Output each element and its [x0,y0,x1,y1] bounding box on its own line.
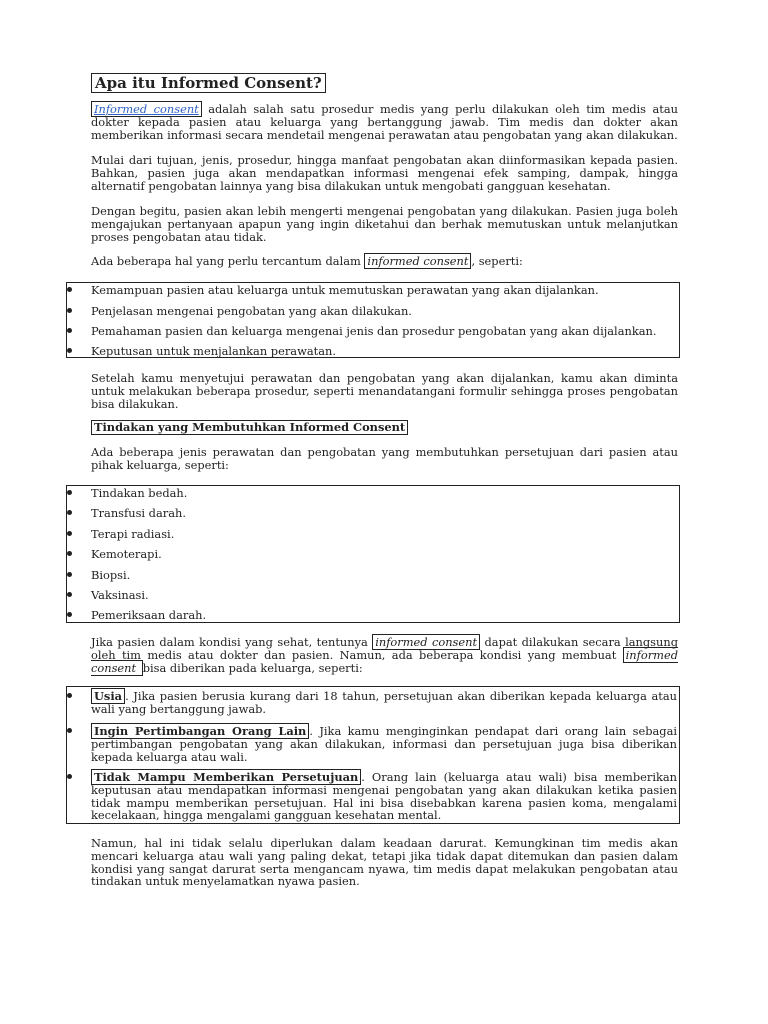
paragraph-7-text: Jika pasien dalam kondisi yang sehat, tentunya [91,635,373,649]
conditions-list [66,686,680,824]
page-title: Apa itu Informed Consent? [91,73,326,93]
bullet-icon [67,572,72,577]
informed-consent-term: informed consent [91,647,678,675]
list-item-text: Kemampuan pasien atau keluarga untuk memutuskan perawatan yang akan dijalankan. [91,283,599,297]
list-item-text: Pemeriksaan darah. [91,608,207,622]
informed-consent-term: informed consent [364,253,471,269]
bullet-icon [67,612,72,617]
list-item-text: Transfusi darah. [91,506,186,520]
paragraph-4 [91,255,678,268]
list-item-text: Penjelasan mengenai pengobatan yang akan dilakukan. [91,304,412,318]
condition-term: Usia [91,688,125,704]
bullet-icon [67,308,72,313]
list-item-text: Pemahaman pasien dan keluarga mengenai jenis dan prosedur pengobatan yang akan dijalankan. [91,324,657,338]
list-item-text: Biopsi. [91,568,131,582]
informed-consent-link[interactable]: Informed consent [91,101,202,117]
list-item-text: Keputusan untuk menjalankan perawatan. [91,344,336,358]
list-item-text [91,725,677,763]
paragraph-4-end: , seperti: [471,254,523,268]
bullet-icon [67,592,72,597]
bullet-icon [67,348,72,353]
section-heading: Tindakan yang Membutuhkan Informed Consent [91,420,408,435]
bullet-icon [67,693,72,698]
paragraph-5: Setelah kamu menyetujui perawatan dan pengobatan yang akan dijalankan, kamu akan diminta untuk melakukan beberapa prosedur, seperti menandatangani formulir sehingga proses pengobatan bisa dilakukan. [91,371,678,411]
condition-text: . Orang lain (keluarga atau wali) bisa memberikan keputusan atau mendapatkan informasi mengenai pengobatan yang akan dilakukan ketika pasien tidak mampu memberikan persetujuan. Hal ini bisa disebabkan karena pasien koma, mengalami kecelakaan, hingga mengalami gangguan kesehatan mental. [91,770,677,823]
bullet-icon [67,551,72,556]
condition-text: . Jika pasien berusia kurang dari 18 tahun, persetujuan akan diberikan kepada keluarga atau wali yang bertanggung jawab. [91,689,677,716]
list-item-text: Terapi radiasi. [91,527,175,541]
paragraph-7-text: dapat dilakukan secara langsung oleh tim medis atau dokter dan pasien. Namun, ada beberapa kondisi yang membuat [91,635,678,662]
condition-term: Tidak Mampu Memberikan Persetujuan [91,769,361,785]
paragraph-7-end: bisa diberikan pada keluarga, seperti: [142,660,363,675]
paragraph-6: Ada beberapa jenis perawatan dan pengobatan yang membutuhkan persetujuan dari pasien atau pihak keluarga, seperti: [91,445,678,472]
intro-text: adalah salah satu prosedur medis yang perlu dilakukan oleh tim medis atau dokter kepada pasien atau keluarga yang bertanggung jawab. Tim medis dan dokter akan memberikan informasi secara mendetail mengenai perawatan atau pengobatan yang akan dilakukan. [91,102,678,142]
bullet-icon [67,774,72,779]
requirements-list [66,282,680,358]
list-item-text: Vaksinasi. [91,588,149,602]
bullet-icon [67,287,72,292]
intro-paragraph [91,103,678,141]
list-item-text [91,771,677,822]
bullet-icon [67,328,72,333]
bullet-icon [67,510,72,515]
bullet-icon [67,531,72,536]
condition-text: . Jika kamu menginginkan pendapat dari orang lain sebagai pertimbangan pengobatan yang akan dilakukan, informasi dan persetujuan juga bisa diberikan kepada keluarga atau wali. [91,724,677,764]
informed-consent-term: informed consent [372,634,480,650]
bullet-icon [67,728,72,733]
paragraph-3: Dengan begitu, pasien akan lebih mengerti mengenai pengobatan yang dilakukan. Pasien juga boleh mengajukan pertanyaan apapun yang ingin diketahui dan berhak memutuskan untuk melanjutkan proses pengobatan atau tidak. [91,204,678,244]
paragraph-7 [91,636,678,674]
paragraph-2: Mulai dari tujuan, jenis, prosedur, hingga manfaat pengobatan akan diinformasikan kepada pasien. Bahkan, pasien juga akan mendapatkan informasi mengenai efek samping, dampak, hingga alternatif pengobatan lainnya yang bisa dilakukan untuk mengobati gangguan kesehatan. [91,153,678,193]
procedures-list [66,485,680,623]
list-item-text [91,690,677,716]
paragraph-4-text: Ada beberapa hal yang perlu tercantum dalam [91,254,365,268]
bullet-icon [67,490,72,495]
paragraph-8: Namun, hal ini tidak selalu diperlukan dalam keadaan darurat. Kemungkinan tim medis akan mencari keluarga atau wali yang paling dekat, tetapi jika tidak dapat ditemukan dan pasien dalam kondisi yang sangat darurat serta mengancam nyawa, tim medis dapat melakukan pengobatan atau tindakan untuk menyelamatkan nyawa pasien. [91,836,678,889]
list-item-text: Kemoterapi. [91,547,162,561]
list-item-text: Tindakan bedah. [91,486,188,500]
condition-term: Ingin Pertimbangan Orang Lain [91,723,309,739]
